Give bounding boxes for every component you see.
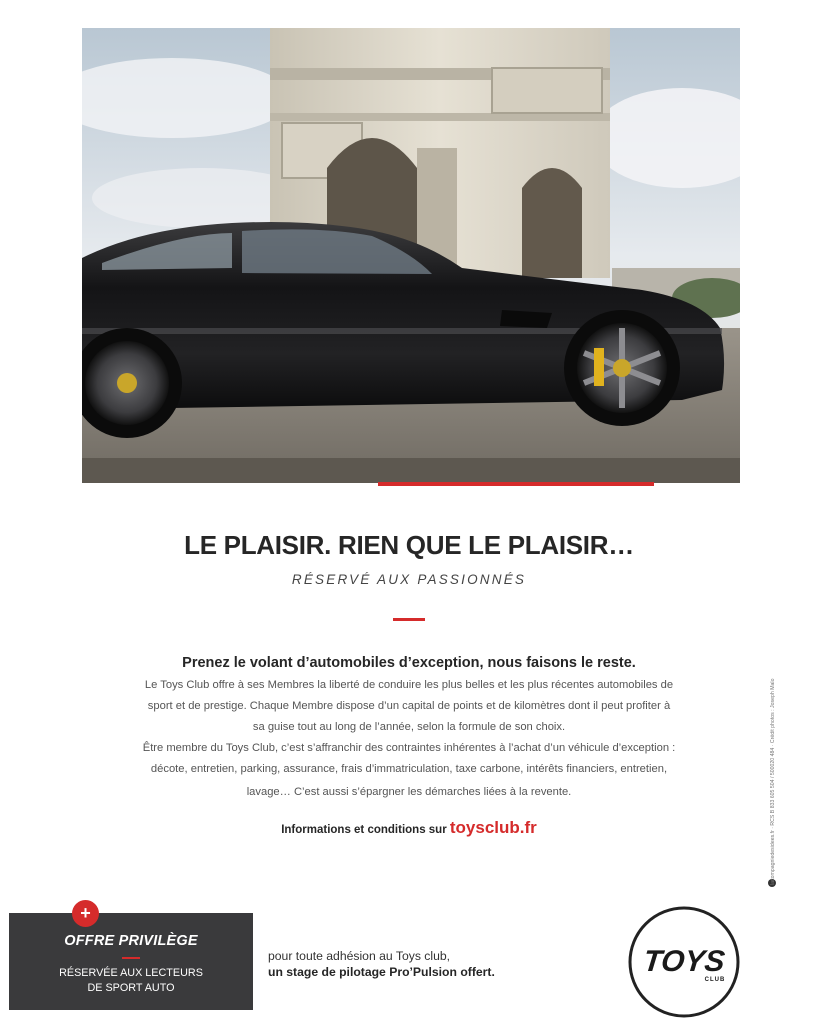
toys-club-logo <box>627 905 741 1019</box>
info-line <box>0 818 818 838</box>
hero-photo <box>82 28 740 483</box>
offer-subtitle-line: RÉSERVÉE AUX LECTEURS <box>59 967 203 979</box>
body-line: Être membre du Toys Club, c’est s’affranchir des contraintes inhérentes à l’achat d’un véhicule d’exception : <box>142 742 676 754</box>
logo-subword: CLUB <box>704 977 726 983</box>
website-link[interactable]: toysclub.fr <box>449 818 537 837</box>
body-line: sa guise tout au long de l’année, selon la formule de son choix. <box>252 721 566 733</box>
lead-paragraph: Prenez le volant d’automobiles d’exception, nous faisons le reste. <box>182 655 636 671</box>
headline: LE PLAISIR. RIEN QUE LE PLAISIR… <box>184 530 634 560</box>
photo-accent-rule <box>378 482 654 486</box>
plus-icon: + <box>72 900 99 927</box>
offer-subtitle <box>9 966 253 996</box>
photo-credit: lacompagniedesidees.fr · RCS B 833 605 504 / 500020 484 · Crédit photos : Joseph Malo <box>770 678 776 885</box>
offer-description-highlight: un stage de pilotage Pro’Pulsion offert. <box>268 965 495 979</box>
logo-wordmark: TOYS <box>641 945 727 978</box>
subheadline: RÉSERVÉ AUX PASSIONNÉS <box>291 572 527 587</box>
info-prefix: Informations et conditions sur <box>281 824 450 836</box>
hero-illustration <box>82 28 740 483</box>
body-line: sport et de prestige. Chaque Membre dispose d’un capital de points et de kilomètres dont il peut profiter à <box>147 700 671 712</box>
offer-description <box>268 948 495 980</box>
offer-box <box>9 913 253 1010</box>
offer-divider <box>122 957 140 959</box>
offer-subtitle-line: DE SPORT AUTO <box>87 982 175 994</box>
offer-description-line: pour toute adhésion au Toys club, <box>268 949 451 963</box>
section-divider <box>393 618 425 621</box>
offer-title: OFFRE PRIVILÈGE <box>64 933 198 949</box>
body-line: Le Toys Club offre à ses Membres la liberté de conduire les plus belles et les plus récentes automobiles de <box>144 679 674 691</box>
body-text <box>0 675 818 803</box>
body-line: décote, entretien, parking, assurance, frais d’immatriculation, taxe carbone, intérêts financiers, entretien, <box>150 763 668 775</box>
body-line: lavage… C’est aussi s’épargner les démarches liées à la revente. <box>246 786 572 798</box>
